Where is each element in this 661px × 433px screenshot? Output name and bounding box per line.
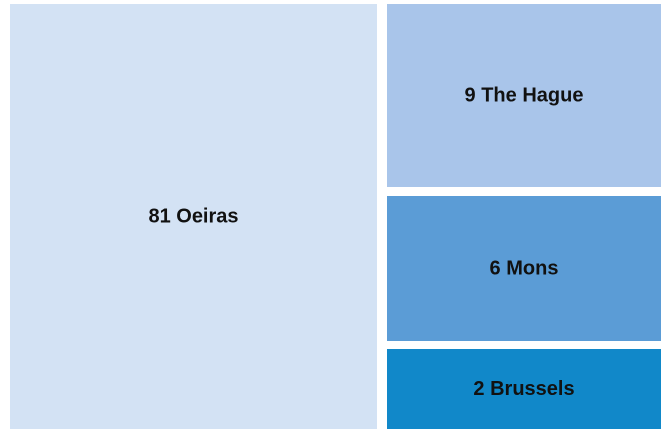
treemap-label-oeiras: 81 Oeiras xyxy=(148,205,239,228)
treemap-label-brussels: 2 Brussels xyxy=(473,378,575,400)
treemap-label-mons: 6 Mons xyxy=(489,257,559,280)
treemap-cells xyxy=(10,4,661,429)
treemap-label-the-hague: 9 The Hague xyxy=(464,84,584,107)
